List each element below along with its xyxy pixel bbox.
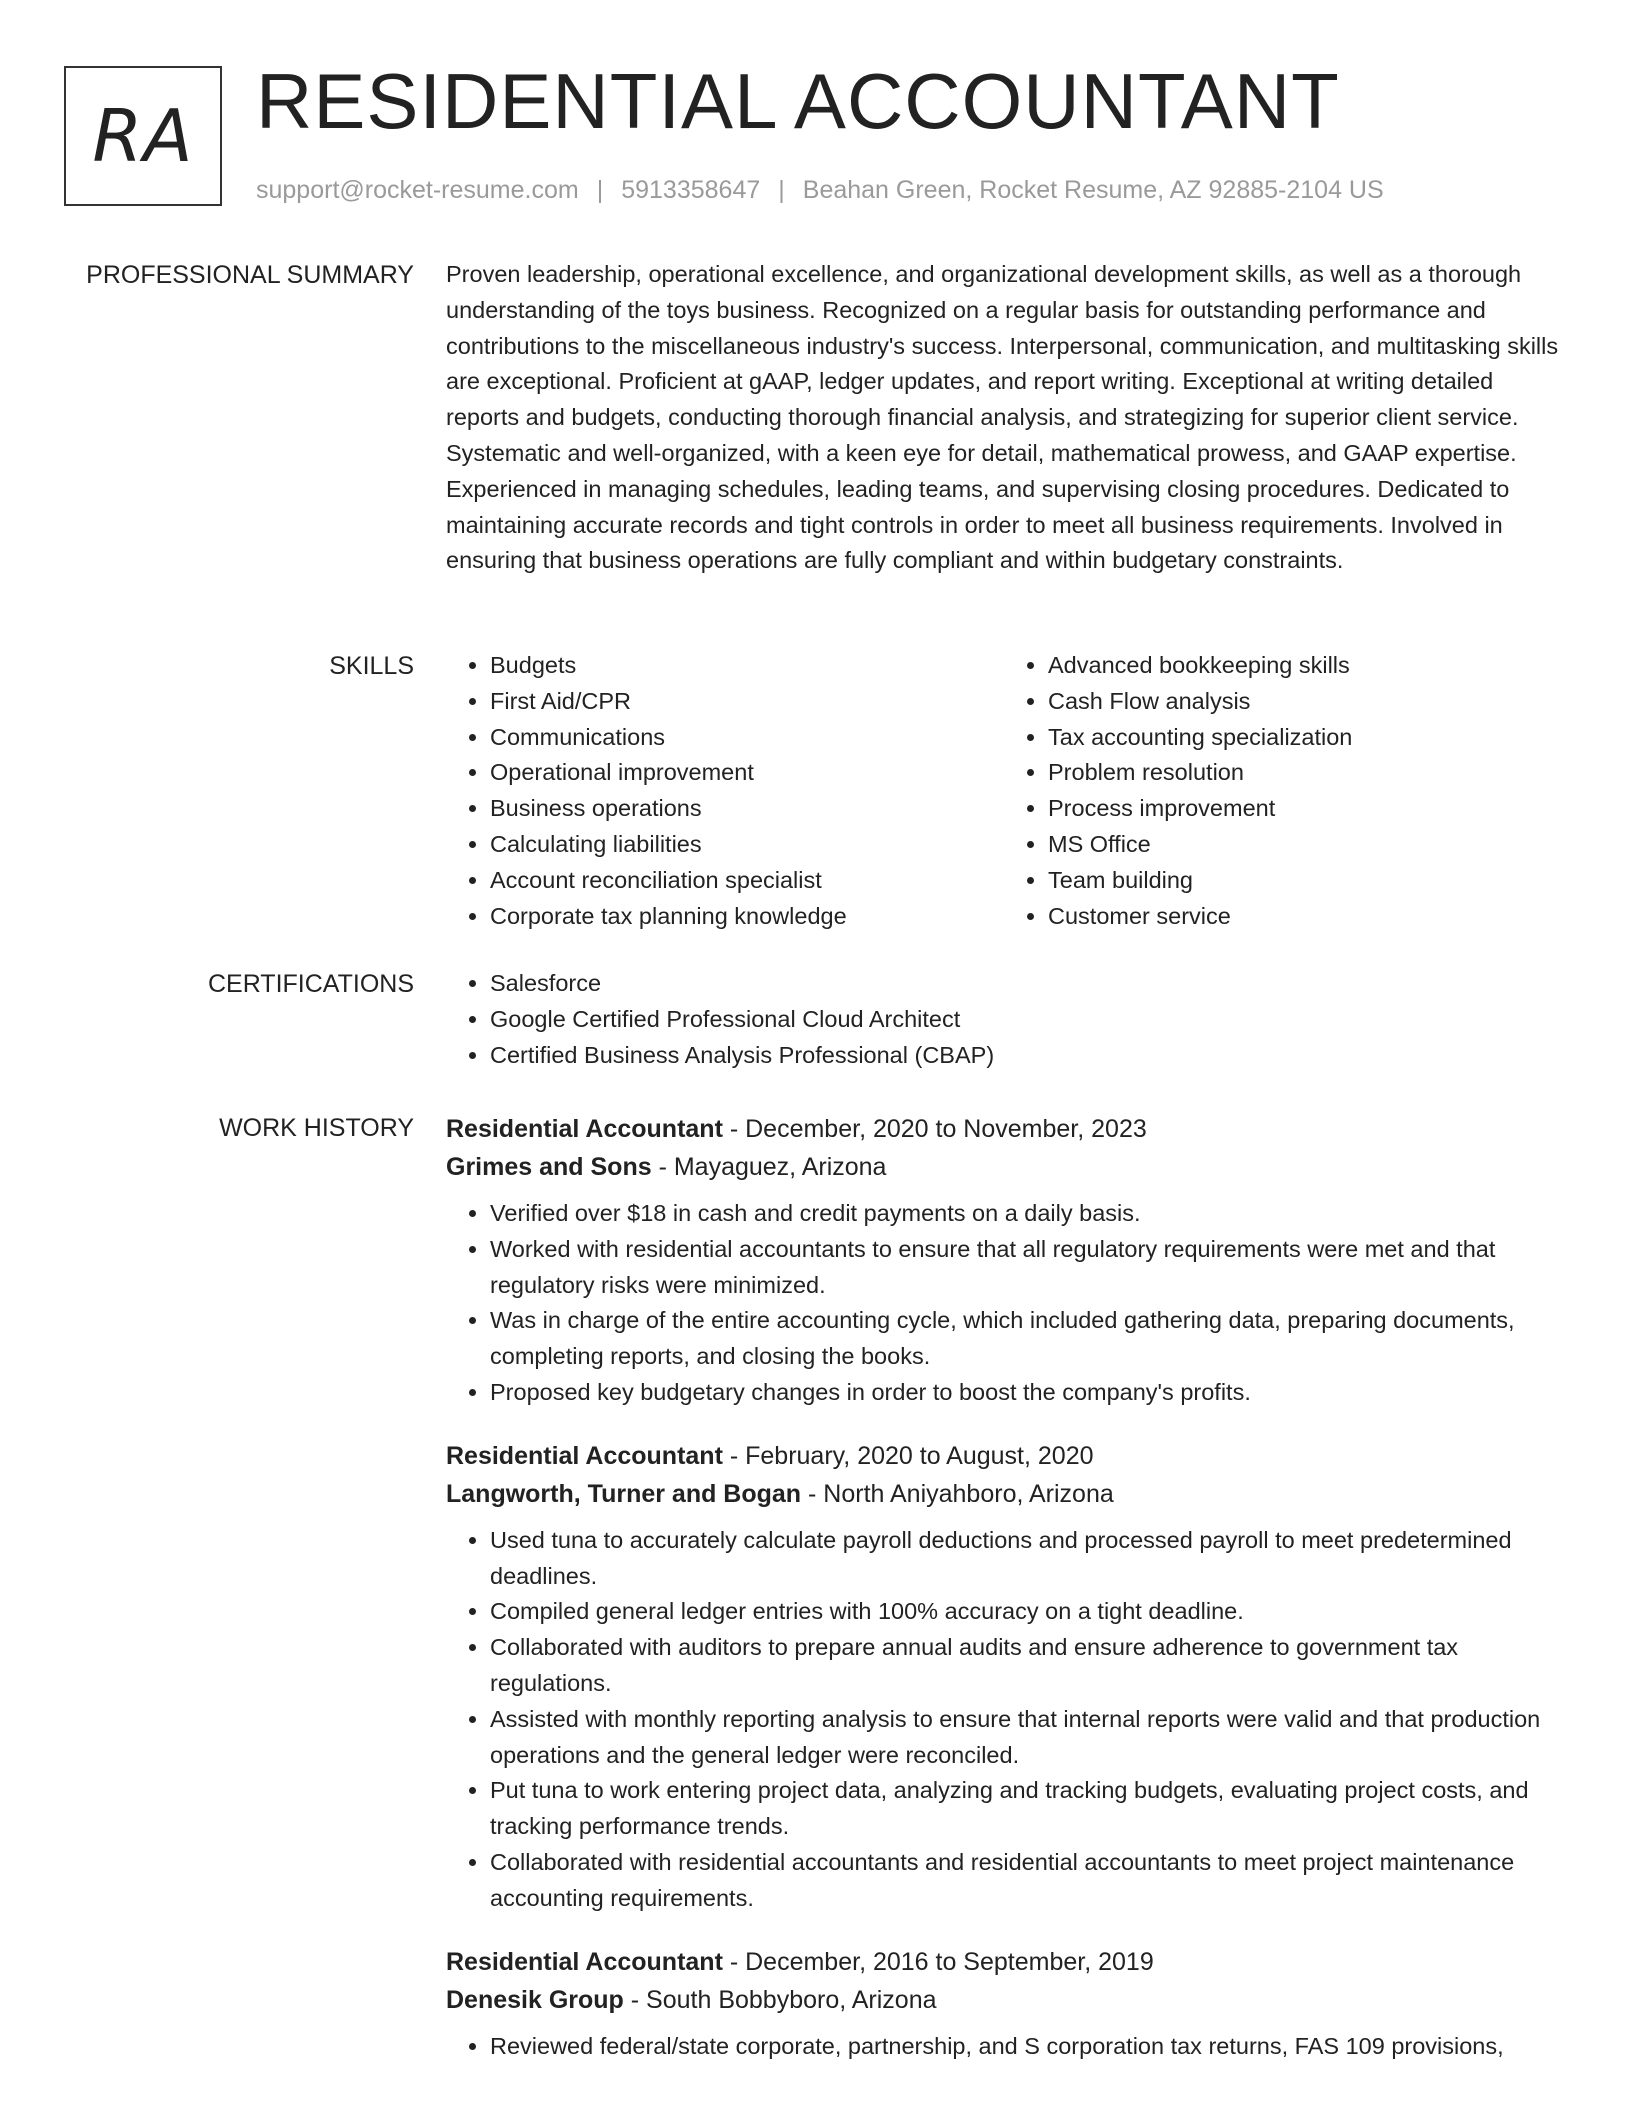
certifications-heading: CERTIFICATIONS xyxy=(207,970,414,998)
skill-item: • Team building xyxy=(1048,863,1562,899)
job-bullet: • Put tuna to work entering project data, analyzing and tracking budgets, evaluating project costs, and tracking performance trends. xyxy=(490,1773,1562,1845)
job-bullet: • Compiled general ledger entries with 100% accuracy on a tight deadline. xyxy=(490,1594,1562,1630)
job-dates: - February, 2020 to August, 2020 xyxy=(722,1441,1094,1470)
job-dates: - December, 2020 to November, 2023 xyxy=(722,1115,1147,1143)
job-bullet: • Worked with residential accountants to ensure that all regulatory requirements were met and that regulatory risks were minimized. xyxy=(490,1232,1562,1304)
work-history-body xyxy=(446,1110,1562,2064)
monogram-initials: RA xyxy=(92,94,194,178)
job-entry xyxy=(446,1943,1562,2065)
contact-line xyxy=(256,174,1384,206)
certification-item: • Salesforce xyxy=(490,966,1562,1002)
summary-heading: PROFESSIONAL SUMMARY xyxy=(86,261,414,289)
job-company-line xyxy=(446,1475,1562,1513)
skill-item: • Budgets xyxy=(490,648,1004,684)
skill-item: • Problem resolution xyxy=(1048,755,1562,791)
skill-item: • Tax accounting specialization xyxy=(1048,720,1562,756)
job-title: Residential Accountant xyxy=(446,1947,723,1976)
job-title-line xyxy=(446,1110,1562,1148)
contact-separator: | xyxy=(596,176,604,204)
job-bullet: • Collaborated with residential accountants and residential accountants to meet project maintenance accounting requirements. xyxy=(490,1845,1562,1917)
job-bullet: • Collaborated with auditors to prepare annual audits and ensure adherence to government tax regulations. xyxy=(490,1630,1562,1702)
job-entry xyxy=(446,1437,1562,1917)
skill-item: • Cash Flow analysis xyxy=(1048,684,1562,720)
skill-item: • MS Office xyxy=(1048,827,1562,863)
skills-list-right xyxy=(1004,648,1562,934)
skill-item: • Customer service xyxy=(1048,899,1562,935)
job-title: Residential Accountant xyxy=(446,1115,723,1143)
skill-item: • Communications xyxy=(490,720,1004,756)
job-bullets xyxy=(446,2029,1562,2065)
phone-number: 5913358647 xyxy=(621,176,761,204)
skill-item: • First Aid/CPR xyxy=(490,684,1004,720)
job-company-line xyxy=(446,1981,1562,2019)
skill-item: • Corporate tax planning knowledge xyxy=(490,899,1004,935)
job-title: Residential Accountant xyxy=(446,1441,723,1470)
job-company: Langworth, Turner and Bogan xyxy=(446,1479,802,1508)
skill-item: • Advanced bookkeeping skills xyxy=(1048,648,1562,684)
skill-item: • Operational improvement xyxy=(490,755,1004,791)
skill-item: • Calculating liabilities xyxy=(490,827,1004,863)
certifications-list xyxy=(446,966,1562,1073)
certification-item: • Google Certified Professional Cloud Architect xyxy=(490,1002,1562,1038)
skill-item: • Account reconciliation specialist xyxy=(490,863,1004,899)
address: Beahan Green, Rocket Resume, AZ 92885-2104 US xyxy=(802,176,1384,204)
job-bullet: • Was in charge of the entire accounting cycle, which included gathering data, preparing documents, completing reports, and closing the books. xyxy=(490,1303,1562,1375)
skill-item: • Process improvement xyxy=(1048,791,1562,827)
job-location: - North Aniyahboro, Arizona xyxy=(801,1479,1114,1508)
email-link[interactable]: support@rocket-resume.com xyxy=(256,176,579,204)
job-company: Denesik Group xyxy=(446,1985,624,2014)
job-location: - South Bobbyboro, Arizona xyxy=(623,1985,937,2014)
job-company-line xyxy=(446,1148,1562,1186)
job-bullet: • Verified over $18 in cash and credit payments on a daily basis. xyxy=(490,1196,1562,1232)
job-bullets xyxy=(446,1196,1562,1411)
certification-item: • Certified Business Analysis Professional (CBAP) xyxy=(490,1038,1562,1074)
skills-heading: SKILLS xyxy=(329,652,414,680)
skills-columns xyxy=(446,648,1562,934)
skill-item: • Business operations xyxy=(490,791,1004,827)
job-bullet: • Used tuna to accurately calculate payroll deductions and processed payroll to meet predetermined deadlines. xyxy=(490,1523,1562,1595)
job-title-line xyxy=(446,1437,1562,1475)
job-title-line xyxy=(446,1943,1562,1981)
certifications-body xyxy=(446,966,1562,1073)
job-entry xyxy=(446,1110,1562,1411)
summary-body xyxy=(446,257,1562,579)
monogram-box xyxy=(64,66,222,206)
job-bullet: • Proposed key budgetary changes in order to boost the company's profits. xyxy=(490,1375,1562,1411)
skills-list-left xyxy=(446,648,1004,934)
job-bullet: • Reviewed federal/state corporate, partnership, and S corporation tax returns, FAS 109 provisions, xyxy=(490,2029,1562,2065)
summary-text: Proven leadership, operational excellence, and organizational development skills, as well as a thorough understanding of the toys business. Recognized on a regular basis for outstanding performance and contributions to the miscellaneous industry's success. Interpersonal, communication, and multitasking skills are exceptional. Proficient at gAAP, ledger updates, and report writing. Exceptional at writing detailed reports and budgets, conducting thorough financial analysis, and strategizing for superior client service. Systematic and well-organized, with a keen eye for detail, mathematical prowess, and GAAP expertise. Experienced in managing schedules, leading teams, and supervising closing procedures. Dedicated to maintaining accurate records and tight controls in order to meet all business requirements. Involved in ensuring that business operations are fully compliant and within budgetary constraints. xyxy=(446,261,1559,574)
job-company: Grimes and Sons xyxy=(446,1153,652,1181)
job-bullet: • Assisted with monthly reporting analysis to ensure that internal reports were valid and that production operations and the general ledger were reconciled. xyxy=(490,1702,1562,1774)
work-history-heading: WORK HISTORY xyxy=(219,1114,414,1142)
job-location: - Mayaguez, Arizona xyxy=(651,1153,887,1181)
contact-separator: | xyxy=(778,176,785,204)
job-dates: - December, 2016 to September, 2019 xyxy=(722,1947,1154,1976)
candidate-name: RESIDENTIAL ACCOUNTANT xyxy=(256,57,1340,145)
job-bullets xyxy=(446,1523,1562,1917)
